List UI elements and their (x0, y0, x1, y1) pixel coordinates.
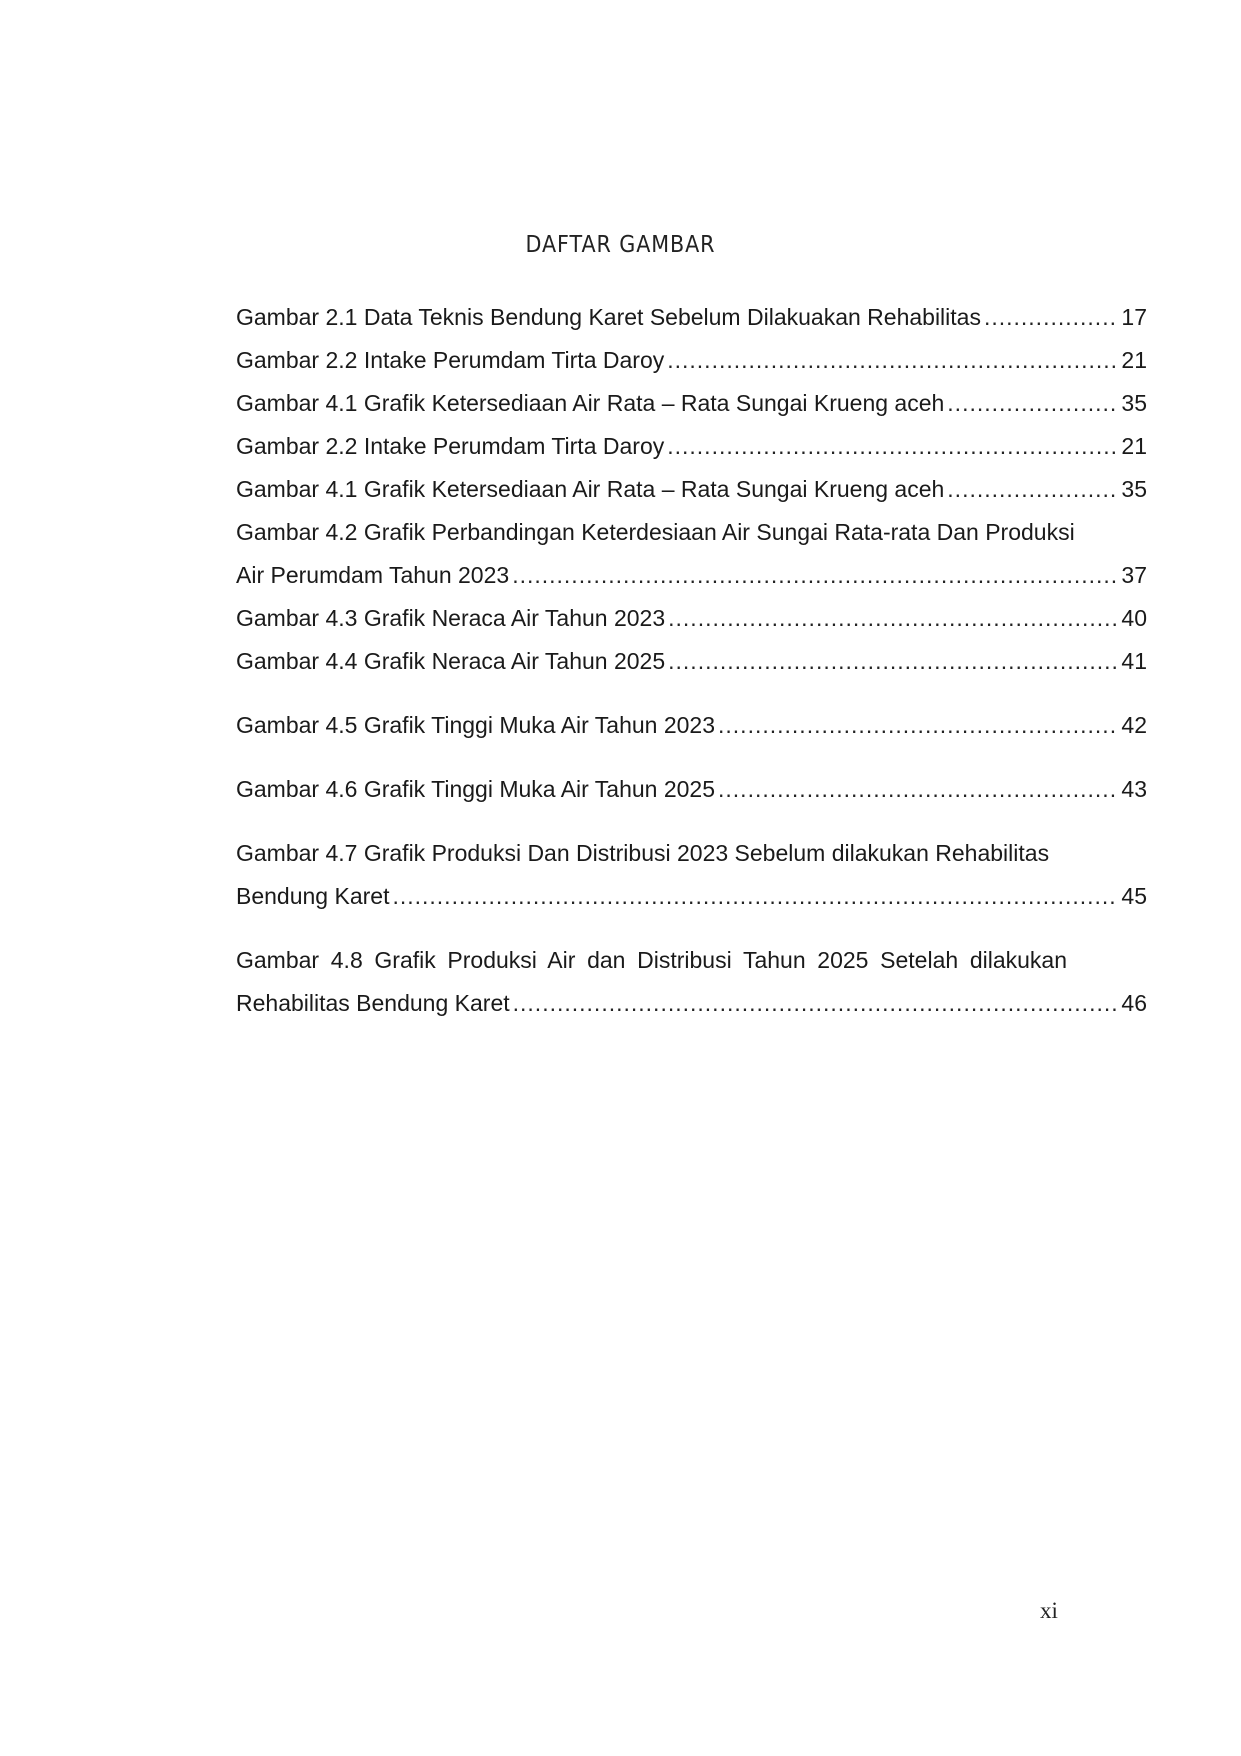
dot-leader (718, 704, 1118, 747)
dot-leader (668, 597, 1118, 640)
list-item[interactable] (236, 382, 1147, 425)
list-item[interactable] (236, 296, 1147, 339)
entry-page: 35 (1121, 390, 1147, 416)
list-item[interactable] (236, 468, 1147, 511)
dot-leader (718, 768, 1118, 811)
list-item[interactable] (236, 339, 1147, 382)
entry-label: Gambar 4.5 Grafik Tinggi Muka Air Tahun 2023 (236, 712, 716, 738)
entry-label: Bendung Karet (236, 883, 390, 909)
list-item[interactable] (236, 597, 1147, 640)
dot-leader (947, 382, 1118, 425)
entry-label: Gambar 4.3 Grafik Neraca Air Tahun 2023 (236, 605, 666, 631)
figure-list (236, 296, 1147, 1025)
entry-label: Gambar 4.1 Grafik Ketersediaan Air Rata – Rata Sungai Krueng aceh (236, 476, 945, 502)
dot-leader (668, 640, 1118, 683)
entry-label: Gambar 2.2 Intake Perumdam Tirta Daroy (236, 347, 665, 373)
dot-leader (984, 296, 1118, 339)
entry-label-line1: Gambar 4.8 Grafik Produksi Air dan Distribusi Tahun 2025 Setelah dilakukan (236, 947, 1067, 973)
entry-page: 41 (1121, 648, 1147, 674)
dot-leader (947, 468, 1118, 511)
spacer (236, 811, 1147, 832)
entry-label-line1: Gambar 4.7 Grafik Produksi Dan Distribusi 2023 Sebelum dilakukan Rehabilitas (236, 840, 1050, 866)
entry-page: 45 (1121, 883, 1147, 909)
list-item[interactable] (236, 768, 1147, 811)
spacer (236, 747, 1147, 768)
dot-leader (667, 339, 1118, 382)
entry-page: 42 (1121, 712, 1147, 738)
entry-label: Gambar 2.2 Intake Perumdam Tirta Daroy (236, 433, 665, 459)
list-item[interactable] (236, 640, 1147, 683)
entry-label: Gambar 2.1 Data Teknis Bendung Karet Sebelum Dilakuakan Rehabilitas (236, 304, 981, 330)
entry-label: Gambar 4.6 Grafik Tinggi Muka Air Tahun 2025 (236, 776, 716, 802)
dot-leader (667, 425, 1118, 468)
list-item[interactable] (236, 832, 1147, 918)
entry-label-line1: Gambar 4.2 Grafik Perbandingan Keterdesiaan Air Sungai Rata-rata Dan Produksi (236, 519, 1075, 545)
dot-leader (392, 875, 1118, 918)
entry-page: 21 (1121, 347, 1147, 373)
list-item[interactable] (236, 425, 1147, 468)
entry-label: Rehabilitas Bendung Karet (236, 990, 510, 1016)
list-item[interactable] (236, 704, 1147, 747)
dot-leader (513, 982, 1119, 1025)
spacer (236, 683, 1147, 704)
entry-label: Gambar 4.1 Grafik Ketersediaan Air Rata – Rata Sungai Krueng aceh (236, 390, 945, 416)
entry-page: 43 (1121, 776, 1147, 802)
entry-page: 40 (1121, 605, 1147, 631)
list-item[interactable] (236, 939, 1147, 1025)
entry-label: Air Perumdam Tahun 2023 (236, 562, 510, 588)
list-item[interactable] (236, 511, 1147, 597)
entry-label: Gambar 4.4 Grafik Neraca Air Tahun 2025 (236, 648, 666, 674)
entry-page: 21 (1121, 433, 1147, 459)
entry-page: 37 (1121, 562, 1147, 588)
page-number: xi (1040, 1598, 1058, 1623)
entry-page: 17 (1121, 304, 1147, 330)
entry-page: 35 (1121, 476, 1147, 502)
dot-leader (512, 554, 1118, 597)
entry-page: 46 (1121, 990, 1147, 1016)
page-title: DAFTAR GAMBAR (525, 232, 716, 258)
spacer (236, 918, 1147, 939)
